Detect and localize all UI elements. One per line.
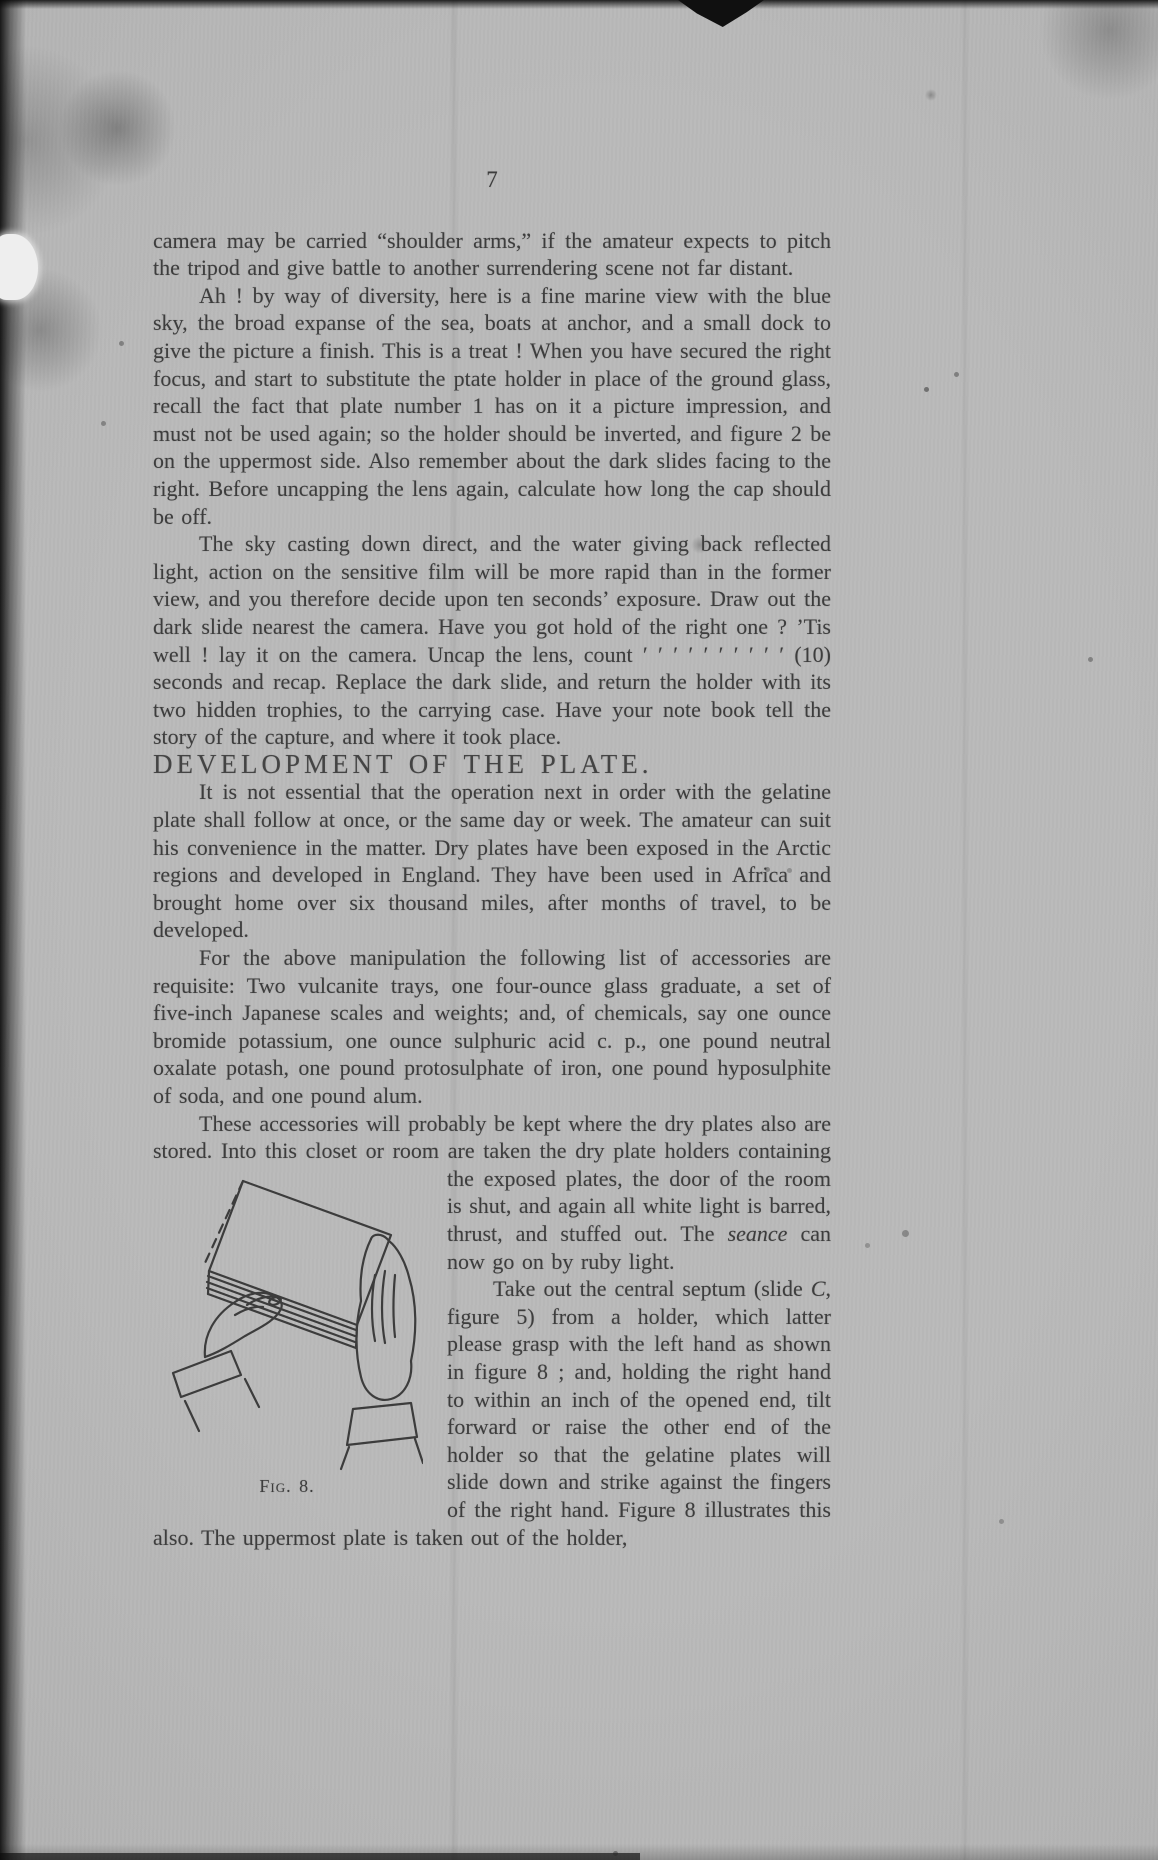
text-segment-italic: seance	[727, 1220, 788, 1246]
page-number: 7	[486, 167, 498, 192]
paragraph-continuation: camera may be carried “shoulder arms,” if the amateur expects to pitch the tripod and give battle to another surrendering scene not far distant.	[153, 227, 831, 281]
paragraph-exposure: The sky casting down direct, and the water giving back reflected light, action on the sensitive film will be more rapid than in the former view, and you therefore decide upon ten seconds’ exposure. Draw out the dark slide nearest the camera. Have you got hold of the right one ? ’Tis well ! lay it on the camera. Uncap the lens, count ′ ′ ′ ′ ′ ′ ′ ′ ′ ′ (10) seconds and recap. Replace the dark slide, and return the holder with its two hidden trophies, to the carrying case. Have your note book tell the story of the capture, and where it took place.	[153, 531, 831, 750]
paragraph-gelatine: It is not essential that the operation next in order with the gelatine plate shall follow at once, or the same day or week. The amateur can suit his convenience in the matter. Dry plates have been exposed in the Arctic regions and developed in England. They have been used in Africa and brought home over six thousand miles, after months of travel, to be developed.	[153, 779, 831, 943]
paragraph-marine-view: Ah ! by way of diversity, here is a fine marine view with the blue sky, the broad expanse of the sea, boats at anchor, and a small dock to give the picture a finish. This is a treat ! When you have secured the right focus, and start to substitute the ptate holder in place of the ground glass, recall the fact that plate number 1 has on it a picture impression, and must not be used again; so the holder should be inverted, and figure 2 be on the uppermost side. Also remember about the dark slides facing to the right. Before uncapping the lens again, calculate how long the cap should be off.	[153, 282, 831, 529]
text-segment: These accessories will probably be kept where the dry plates also are stored. Into this closet or room are taken the dry plate	[153, 1110, 831, 1164]
text-segment-italic: C	[810, 1276, 826, 1302]
text-segment: can now go on by ruby light.	[447, 1220, 832, 1274]
section-heading: DEVELOPMENT OF THE PLATE.	[153, 748, 653, 779]
text-segment: , figure 5) from a holder, which latter please grasp with the left hand as shown in figure 8 ; and, holding the right hand to within an inch of the opened end, tilt forward or raise the other end of the holder so that the gelatine plates will slide down and strike against the fingers of the right hand. Figure 8 illustrates this also. The uppermost plate is taken out of the holder,	[153, 1276, 831, 1550]
text-segment: Take out the central septum (slide	[493, 1276, 811, 1302]
text-column	[153, 166, 831, 1551]
torn-white-patch	[0, 234, 38, 300]
paragraph-accessories-list: For the above manipulation the following list of accessories are requisite: Two vulcanite trays, one four-ounce glass graduate, a set of five-inch Japanese scales and weights; and, of chemicals, say one ounce bromide potassium, one ounce sulphuric acid c. p., one pound neutral oxalate potash, one pound protosulphate of iron, one pound hyposulphite of soda, and one pound alum.	[153, 945, 831, 1108]
torn-edge-top	[0, 0, 1158, 9]
torn-edge-bottom	[0, 1853, 640, 1860]
figure-8-caption: Fig. 8.	[259, 1475, 315, 1496]
fig8-hands-illustration	[151, 1175, 423, 1471]
paper-specks	[0, 0, 3, 3]
text-segment: holders containing the exposed plates, the door of the room is shut, and again all white light is barred, thrust, and stuffed out. The	[447, 1138, 831, 1246]
figure-8	[151, 1175, 423, 1501]
torn-notch-top	[678, 0, 764, 27]
